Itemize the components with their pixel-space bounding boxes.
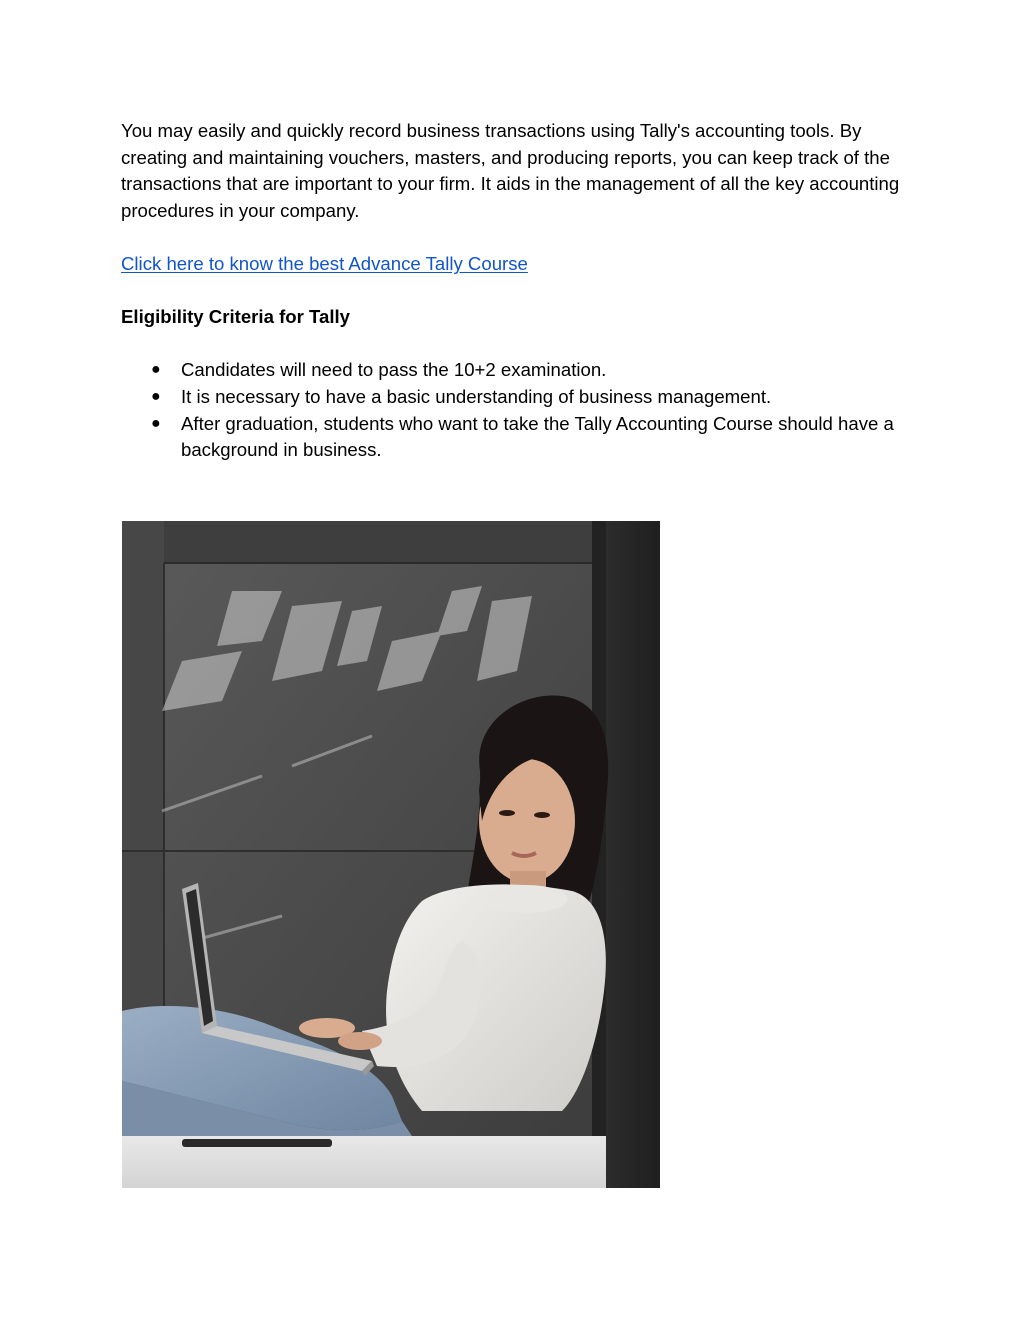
list-item-text: After graduation, students who want to take the Tally Accounting Course should have a background in business. [181, 412, 894, 461]
eligibility-list [121, 357, 911, 463]
section-heading: Eligibility Criteria for Tally [121, 306, 351, 328]
bullet-icon: ● [151, 414, 161, 432]
document-body [121, 118, 911, 464]
advance-tally-course-link[interactable]: Click here to know the best Advance Tally Course [121, 252, 528, 274]
list-item-text: It is necessary to have a basic understanding of business management. [181, 385, 772, 407]
list-item [121, 384, 911, 411]
list-item-text: Candidates will need to pass the 10+2 examination. [181, 359, 607, 381]
intro-paragraph: You may easily and quickly record business transactions using Tally's accounting tools. By creating and maintaining vouchers, masters, and producing reports, you can keep track of the transactions that are important to your firm. It aids in the management of all the key accounting procedures in your company. [121, 120, 900, 221]
bullet-icon: ● [151, 387, 161, 405]
list-item [121, 411, 911, 464]
list-item [121, 357, 911, 384]
woman-with-laptop-photo [122, 521, 660, 1188]
bullet-icon: ● [151, 361, 161, 379]
